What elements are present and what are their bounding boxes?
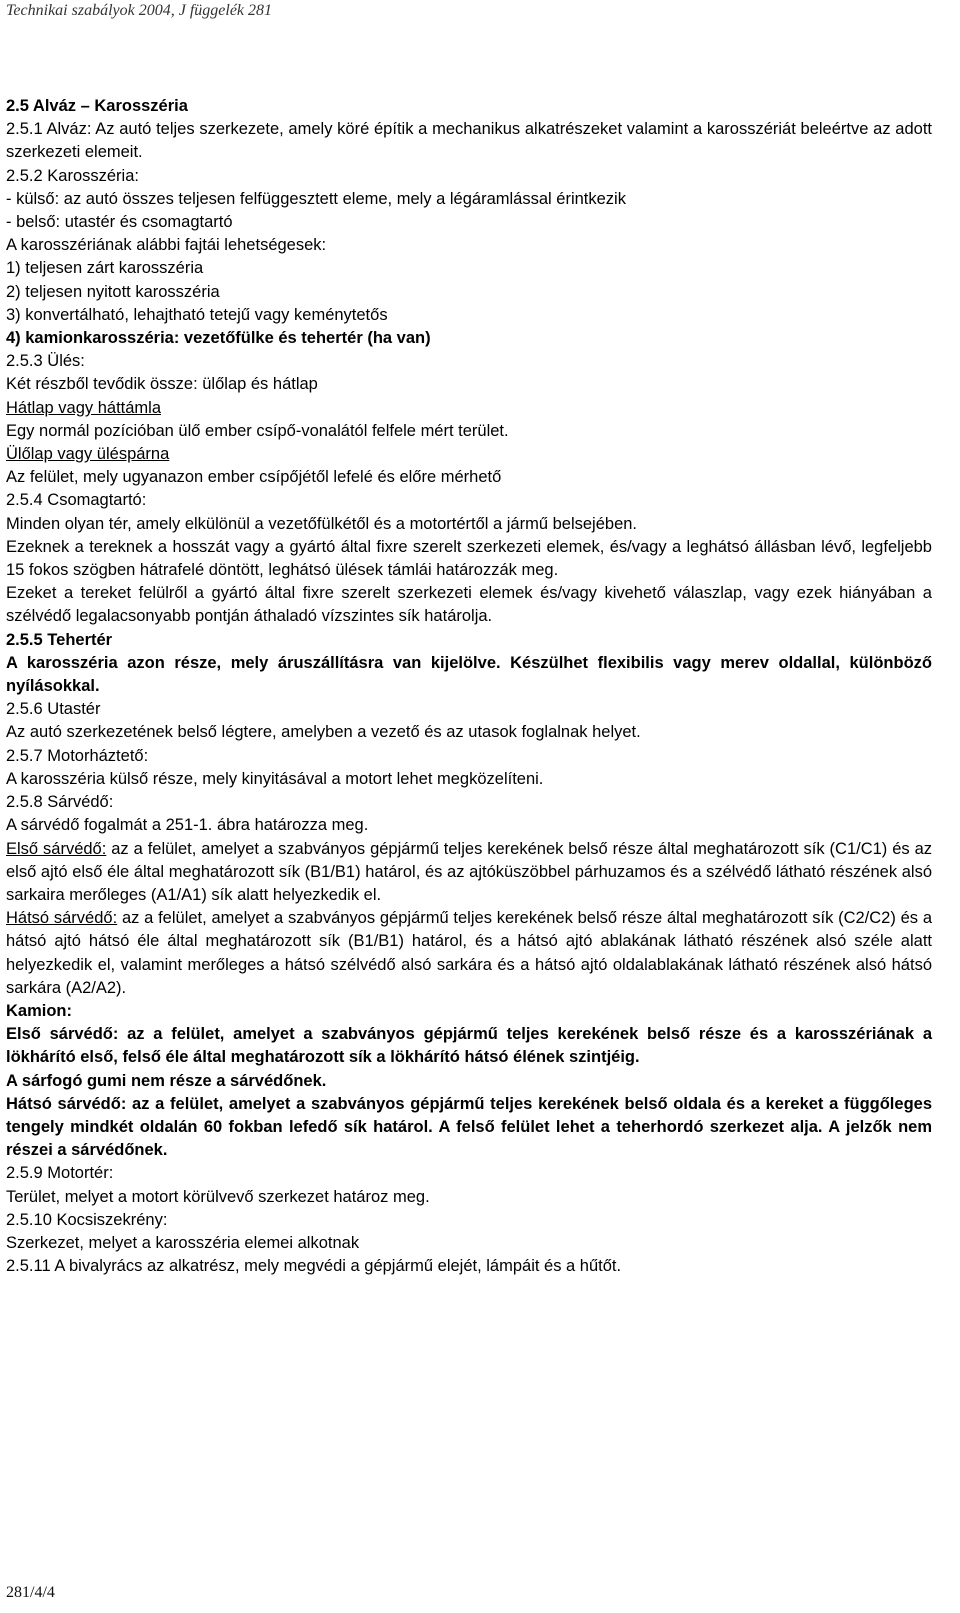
paragraph-csomagtarto-2: Ezeknek a tereknek a hosszát vagy a gyártó által fixre szerelt szerkezeti elemek, és/vagy a leghátsó állásban lévő, legfeljebb 15 fokos szögben hátrafelé döntött, leghátsó ülések támlái határozzák meg.: [6, 537, 932, 580]
heading-2-5-2: 2.5.2 Karosszéria:: [6, 166, 139, 185]
paragraph-2-5-11: 2.5.11 A bivalyrács az alkatrész, mely megvédi a gépjármű elejét, lámpáit és a hűtőt.: [6, 1257, 622, 1276]
heading-kamion: Kamion:: [6, 1001, 72, 1020]
paragraph-utaster: Az autó szerkezetének belső légtere, amelyben a vezető és az utasok foglalnak helyet.: [6, 723, 641, 742]
paragraph-2-5-1: 2.5.1 Alváz: Az autó teljes szerkezete, amely köré építik a mechanikus alkatrészeket valamint a karosszériát beleértve az adott szerkezeti elemeit.: [6, 120, 932, 162]
paragraph-hatso-sarvedo: [6, 907, 932, 1000]
term-hatso-sarvedo: Hátsó sárvédő:: [6, 909, 118, 928]
paragraph-ules: Két részből tevődik össze: ülőlap és hátlap: [6, 375, 318, 394]
text-hatso-sarvedo: az a felület, amelyet a szabványos gépjármű teljes kerekének belső része által meghatározott sík (C2/C2) és a hátsó ajtó hátsó éle által meghatározott sík (B1/B1) határol, és a hátsó ajtó ablakának látható részének alsó széle alatt helyezkedik el, valamint merőleges a hátsó szélvédő alsó sarkára és a hátsó ajtó oldalablakának látható részének alsó hátsó sarkára (A2/A2).: [6, 909, 932, 997]
subheading-ulolap: Ülőlap vagy üléspárna: [6, 445, 170, 464]
paragraph-motorhaztető: A karosszéria külső része, mely kinyitásával a motort lehet megközelíteni.: [6, 769, 544, 788]
list-item-kulso: - külső: az autó összes teljesen felfüggesztett eleme, mely a légáramlással érintkezik: [6, 189, 626, 208]
heading-2-5-10: 2.5.10 Kocsiszekrény:: [6, 1210, 168, 1229]
subheading-hatlap: Hátlap vagy háttámla: [6, 398, 162, 417]
list-item-4: 4) kamionkarosszéria: vezetőfülke és tehertér (ha van): [6, 329, 431, 348]
paragraph-csomagtarto-1: Minden olyan tér, amely elkülönül a vezetőfülkétől és a motortértől a jármű belsejében.: [6, 514, 638, 533]
term-elso-sarvedo: Első sárvédő:: [6, 839, 107, 858]
list-item-belso: - belső: utastér és csomagtartó: [6, 213, 233, 232]
page-footer: 281/4/4: [6, 1584, 55, 1601]
paragraph-ulolap: Az felület, mely ugyanazon ember csípőjétől lefelé és előre mérhető: [6, 468, 502, 487]
paragraph-kocsiszekreny: Szerkezet, melyet a karosszéria elemei alkotnak: [6, 1233, 360, 1252]
page-header: Technikai szabályok 2004, J függelék 281: [6, 2, 273, 19]
paragraph-kamion-hatso-sarvedo: Hátsó sárvédő: az a felület, amelyet a szabványos gépjármű teljes kerekének belső oldala és a kereket a függőleges tengely mindkét oldalán 60 fokban lefedő sík határol. A felső felület lehet a teherhordó szerkezet alja. A jelzők nem részei a sárvédőnek.: [6, 1094, 932, 1160]
heading-2-5-3: 2.5.3 Ülés:: [6, 352, 85, 371]
section-heading-2-5: 2.5 Alváz – Karosszéria: [6, 97, 188, 115]
list-item-3: 3) konvertálható, lehajtható tetejű vagy keménytetős: [6, 305, 388, 324]
paragraph-sarfogo: A sárfogó gumi nem része a sárvédőnek.: [6, 1071, 327, 1090]
heading-2-5-9: 2.5.9 Motortér:: [6, 1164, 114, 1183]
paragraph-motorter: Terület, melyet a motort körülvevő szerkezet határoz meg.: [6, 1187, 430, 1206]
paragraph-csomagtarto-3: Ezeket a tereket felülről a gyártó által fixre szerelt szerkezeti elemek és/vagy kivehető válaszlap, vagy ezek hiányában a szélvédő legalacsonyabb pontján áthaladó vízszintes sík határolja.: [6, 584, 932, 626]
document-body: [6, 95, 932, 1278]
paragraph-elso-sarvedo: [6, 838, 932, 908]
paragraph-sarvedo: A sárvédő fogalmát a 251-1. ábra határozza meg.: [6, 816, 369, 835]
text-elso-sarvedo: az a felület, amelyet a szabványos gépjármű teljes kerekének belső része által meghatározott sík (C1/C1) és az első ajtó első éle által meghatározott sík (B1/B1) határol, és az ajtóküszöbbel párhuzamos és a szélvédő látható részének alsó sarkaira merőleges (A1/A1) sík alatt helyezkedik el.: [6, 839, 932, 904]
heading-2-5-7: 2.5.7 Motorháztető:: [6, 746, 149, 765]
heading-2-5-4: 2.5.4 Csomagtartó:: [6, 491, 147, 510]
paragraph-teherter: A karosszéria azon része, mely áruszállításra van kijelölve. Készülhet flexibilis vagy merev oldallal, különböző nyílásokkal.: [6, 653, 932, 696]
list-item-2: 2) teljesen nyitott karosszéria: [6, 282, 220, 301]
heading-2-5-5: 2.5.5 Tehertér: [6, 630, 113, 649]
paragraph-kamion-elso-sarvedo: Első sárvédő: az a felület, amelyet a szabványos gépjármű teljes kerekének belső része és a karosszériának a lökhárító első, felső éle által meghatározott sík a lökhárító hátsó élének szintjéig.: [6, 1025, 932, 1067]
paragraph-fajtai: A karosszériának alábbi fajtái lehetségesek:: [6, 236, 327, 255]
paragraph-hatlap: Egy normál pozícióban ülő ember csípő-vonalától felfele mért terület.: [6, 421, 509, 440]
heading-2-5-6: 2.5.6 Utastér: [6, 700, 101, 719]
list-item-1: 1) teljesen zárt karosszéria: [6, 259, 204, 278]
heading-2-5-8: 2.5.8 Sárvédő:: [6, 793, 114, 812]
